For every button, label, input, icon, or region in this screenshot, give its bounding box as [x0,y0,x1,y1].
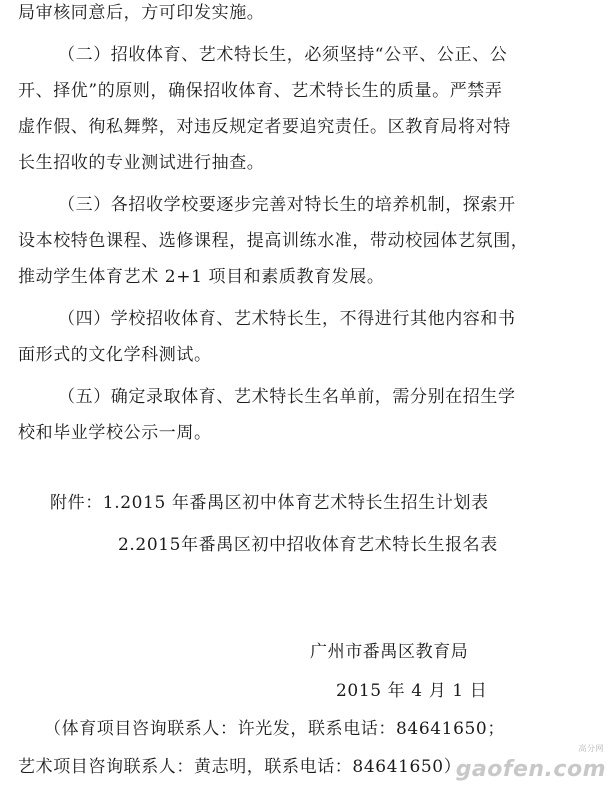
watermark-text: gaofen.com [455,757,606,782]
body-line-4: 虚作假、徇私舞弊，对违反规定者要追究责任。区教育局将对特 [18,117,511,137]
issue-date: 2015 年 4 月 1 日 [336,681,488,701]
body-line-2: （二）招收体育、艺术特长生，必须坚持“公平、公正、公 [58,45,508,65]
issuer-org: 广州市番禺区教育局 [310,642,469,662]
site-watermark [455,744,606,782]
body-line-5: 长生招收的专业测试进行抽查。 [18,153,265,173]
body-line-7: 设本校特色课程、选修课程，提高训练水准，带动校园体艺氛围， [18,231,529,251]
body-line-3: 开、择优”的原则，确保招收体育、艺术特长生的质量。严禁弄 [18,81,503,101]
body-line-6: （三）各招收学校要逐步完善对特长生的培养机制，探索开 [58,195,516,215]
attachment-item-1: 附件：1.2015 年番禺区初中体育艺术特长生招生计划表 [50,493,489,513]
contact-arts: 艺术项目咨询联系人：黄志明，联系电话：84641650） [18,757,462,777]
body-line-10: 面形式的文化学科测试。 [18,345,212,365]
contact-sports: （体育项目咨询联系人：许光发，联系电话：84641650； [44,719,505,739]
body-line-8: 推动学生体育艺术 2+1 项目和素质教育发展。 [18,267,385,287]
body-line-12: 校和毕业学校公示一周。 [18,423,212,443]
body-line-1: 局审核同意后，方可印发实施。 [18,3,265,23]
watermark-small: 高分网 [578,744,604,753]
body-line-9: （四）学校招收体育、艺术特长生，不得进行其他内容和书 [58,309,516,329]
attachment-item-2: 2.2015年番禺区初中招收体育艺术特长生报名表 [118,535,498,555]
body-line-11: （五）确定录取体育、艺术特长生名单前，需分别在招生学 [58,387,516,407]
